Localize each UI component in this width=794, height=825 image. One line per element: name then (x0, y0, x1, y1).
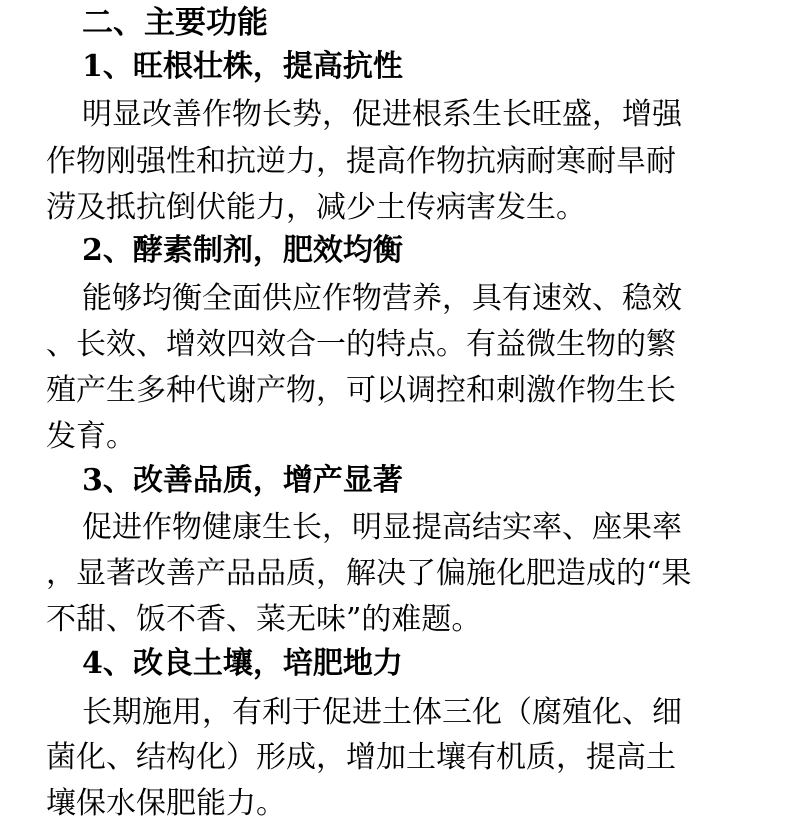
item-3-line-3: 不甜、饭不香、菜无味”的难题。 (46, 602, 482, 637)
item-2-heading: 2、酵素制剂，肥效均衡 (82, 233, 403, 268)
item-3-line-2: ，显著改善产品品质，解决了偏施化肥造成的“果 (46, 556, 692, 591)
item-3-line-1: 促进作物健康生长，明显提高结实率、座果率 (82, 510, 682, 545)
item-1-line-1: 明显改善作物长势，促进根系生长旺盛，增强 (82, 97, 682, 132)
item-1-line-3: 涝及抵抗倒伏能力，减少土传病害发生。 (46, 190, 586, 225)
item-4-line-1: 长期施用，有利于促进土体三化（腐殖化、细 (82, 695, 682, 730)
item-2-line-2: 、长效、增效四效合一的特点。有益微生物的繁 (46, 327, 676, 362)
item-2-line-4: 发育。 (46, 419, 136, 454)
item-4-line-2: 菌化、结构化）形成，增加土壤有机质，提高土 (46, 740, 676, 775)
item-4-heading: 4、改良土壤，培肥地力 (82, 646, 403, 681)
item-1-line-2: 作物刚强性和抗逆力，提高作物抗病耐寒耐旱耐 (46, 144, 676, 179)
item-2-line-1: 能够均衡全面供应作物营养，具有速效、稳效 (82, 281, 682, 316)
item-1-heading: 1、旺根壮株，提高抗性 (82, 49, 403, 84)
section-title: 二、主要功能 (82, 5, 268, 41)
item-2-line-3: 殖产生多种代谢产物，可以调控和刺激作物生长 (46, 373, 676, 408)
item-3-heading: 3、改善品质，增产显著 (82, 463, 403, 498)
item-4-line-3: 壤保水保肥能力。 (46, 786, 286, 821)
